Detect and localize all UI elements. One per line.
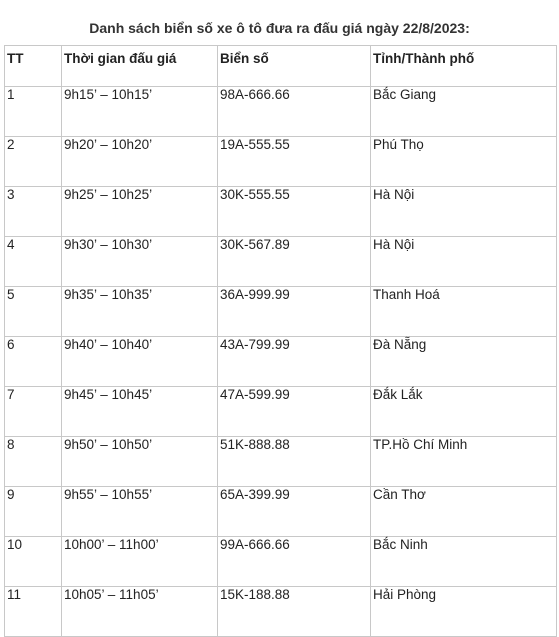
- auction-plates-table: [4, 45, 557, 637]
- province-city-cell: Bắc Giang: [371, 87, 557, 137]
- auction-time-cell: 9h40’ – 10h40’: [62, 337, 218, 387]
- auction-time-cell: 9h15’ – 10h15’: [62, 87, 218, 137]
- table-row: [5, 337, 557, 387]
- header-city: Tỉnh/Thành phố: [371, 46, 557, 87]
- license-plate-cell: 30K-555.55: [218, 187, 371, 237]
- license-plate-cell: 51K-888.88: [218, 437, 371, 487]
- row-number-cell: 4: [5, 237, 62, 287]
- auction-time-cell: 9h55’ – 10h55’: [62, 487, 218, 537]
- table-row: [5, 537, 557, 587]
- license-plate-cell: 19A-555.55: [218, 137, 371, 187]
- table-header-row: [5, 46, 557, 87]
- province-city-cell: Cần Thơ: [371, 487, 557, 537]
- table-row: [5, 387, 557, 437]
- table-row: [5, 87, 557, 137]
- row-number-cell: 1: [5, 87, 62, 137]
- table-row: [5, 487, 557, 537]
- row-number-cell: 9: [5, 487, 62, 537]
- auction-time-cell: 9h20’ – 10h20’: [62, 137, 218, 187]
- auction-time-cell: 9h30’ – 10h30’: [62, 237, 218, 287]
- row-number-cell: 7: [5, 387, 62, 437]
- license-plate-cell: 43A-799.99: [218, 337, 371, 387]
- license-plate-cell: 47A-599.99: [218, 387, 371, 437]
- auction-time-cell: 9h25’ – 10h25’: [62, 187, 218, 237]
- table-row: [5, 437, 557, 487]
- province-city-cell: Hà Nội: [371, 187, 557, 237]
- table-row: [5, 137, 557, 187]
- row-number-cell: 2: [5, 137, 62, 187]
- table-row: [5, 287, 557, 337]
- table-row: [5, 237, 557, 287]
- license-plate-cell: 36A-999.99: [218, 287, 371, 337]
- license-plate-cell: 15K-188.88: [218, 587, 371, 637]
- province-city-cell: Hà Nội: [371, 237, 557, 287]
- row-number-cell: 11: [5, 587, 62, 637]
- page-title: Danh sách biển số xe ô tô đưa ra đấu giá ngày 22/8/2023:: [89, 20, 470, 36]
- license-plate-cell: 30K-567.89: [218, 237, 371, 287]
- province-city-cell: Thanh Hoá: [371, 287, 557, 337]
- header-time: Thời gian đấu giá: [62, 46, 218, 87]
- row-number-cell: 8: [5, 437, 62, 487]
- header-tt: TT: [5, 46, 62, 87]
- license-plate-cell: 99A-666.66: [218, 537, 371, 587]
- province-city-cell: Phú Thọ: [371, 137, 557, 187]
- auction-time-cell: 9h35’ – 10h35’: [62, 287, 218, 337]
- province-city-cell: Hải Phòng: [371, 587, 557, 637]
- row-number-cell: 3: [5, 187, 62, 237]
- auction-time-cell: 10h05’ – 11h05’: [62, 587, 218, 637]
- row-number-cell: 5: [5, 287, 62, 337]
- auction-time-cell: 9h45’ – 10h45’: [62, 387, 218, 437]
- header-plate: Biển số: [218, 46, 371, 87]
- license-plate-cell: 98A-666.66: [218, 87, 371, 137]
- province-city-cell: TP.Hồ Chí Minh: [371, 437, 557, 487]
- province-city-cell: Đà Nẵng: [371, 337, 557, 387]
- license-plate-cell: 65A-399.99: [218, 487, 371, 537]
- auction-time-cell: 10h00’ – 11h00’: [62, 537, 218, 587]
- province-city-cell: Đắk Lắk: [371, 387, 557, 437]
- table-row: [5, 587, 557, 637]
- auction-time-cell: 9h50’ – 10h50’: [62, 437, 218, 487]
- province-city-cell: Bắc Ninh: [371, 537, 557, 587]
- row-number-cell: 10: [5, 537, 62, 587]
- table-row: [5, 187, 557, 237]
- row-number-cell: 6: [5, 337, 62, 387]
